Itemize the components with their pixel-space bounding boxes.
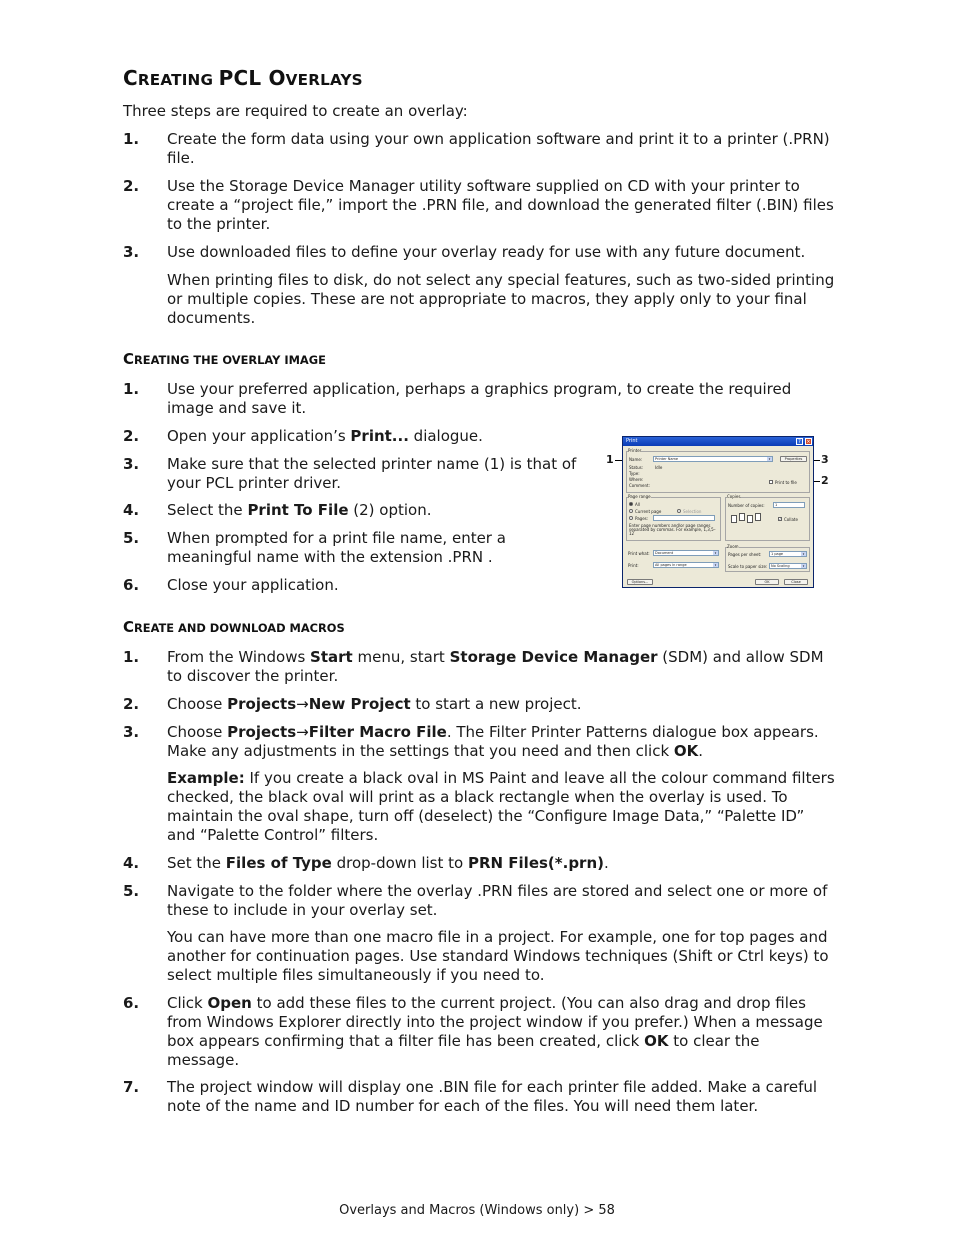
print-to-file-label: Print to file xyxy=(775,480,797,485)
collate-checkbox[interactable]: ✓ xyxy=(779,517,782,521)
range-selection-label: Selection xyxy=(683,509,702,514)
copies-page-icon xyxy=(731,515,737,523)
example-note: Example: If you create a black oval in MS Paint and leave all the colour command filters checked, the black oval will print as a black rectangle when the overlay is used. To maintain the oval shape, turn off (deselect) the “Configure Image Data,” “Palette ID” and “Palette Control” filters. xyxy=(167,769,835,844)
subsection-title: CREATE AND DOWNLOAD MACROS xyxy=(123,618,345,636)
callout-1: 1 xyxy=(606,453,614,466)
print-select[interactable]: All pages in range ▾ xyxy=(653,562,719,568)
chevron-down-icon: ▾ xyxy=(714,563,717,567)
status-label: Status: xyxy=(629,465,644,470)
callout-3: 3 xyxy=(821,453,829,466)
pages-per-sheet-select[interactable]: 1 page ▾ xyxy=(769,551,807,557)
range-selection-radio[interactable] xyxy=(677,509,681,513)
printer-name-select[interactable]: Printer Name ▾ xyxy=(653,456,773,462)
copies-label: Number of copies: xyxy=(728,503,765,508)
pages-input[interactable] xyxy=(653,515,715,521)
copies-page-icon xyxy=(755,513,761,521)
intro-text: Three steps are required to create an overlay: xyxy=(123,102,468,120)
help-icon[interactable]: ? xyxy=(796,438,803,445)
close-icon[interactable]: × xyxy=(806,439,811,445)
copies-stepper[interactable]: 1 xyxy=(773,502,805,508)
note-text: You can have more than one macro file in a project. For example, one for top pages and another for continuation pages. Use standard Windows techniques (Shift or Ctrl keys) to select multiple files simultaneously if you need to. xyxy=(167,928,829,984)
options-button[interactable]: Options... xyxy=(627,579,653,585)
chevron-down-icon: ▾ xyxy=(768,457,771,461)
range-all-label: All xyxy=(635,502,640,507)
range-hint: Enter page numbers and/or page ranges separated by commas. For example, 1,3,5–12 xyxy=(629,523,716,536)
print-what-select[interactable]: Document ▾ xyxy=(653,550,719,556)
scale-label: Scale to paper size: xyxy=(728,564,768,569)
section-title: CREATING PCL OVERLAYS xyxy=(123,66,363,90)
callout-2: 2 xyxy=(821,474,829,487)
scale-select[interactable]: No Scaling ▾ xyxy=(769,563,807,569)
range-pages-radio[interactable] xyxy=(629,516,633,520)
document-page: CREATING PCL OVERLAYS Three steps are required to create an overlay: 1. Create the form data using your own application software and print it to a printer (.PRN) file. 2. Use the Storage Device Manager utility software supplied on CD with your printer to create a “project file,” import the .PRN file, and download the generated filter (.BIN) files to the printer. 3. Use downloaded files to define your overlay ready for use with any future document. When printing files to disk, do not select any special features, such as two-sided printing or multiple copies. These are not appropriate to macros, they apply only to your final documents. CREATING THE OVERLAY IMAGE 1. Use your preferred application, perhaps a graphics program, to create the required image and save it. 2. Open your application’s Print... dialogue. 3. Make sure that the selected printer name (1) is that of your PCL printer driver. 4. Select the Print To File (2) option. 5. When prompted for a print file name, enter a meaningful name with the extension .PRN . 6. Close your application. 1 3 2 Print ? × Printer Name: Printer Name ▾ Properties Status: Idle Type: Where: Comment: Print to file Page range All Current page Selection Pages: Enter page numbers and/or page ranges separated by commas. For example, 1,3,5–12 Copies Number of copies: 1 ✓ Collate Print what: Document ▾ Print: All pages in range ▾ Zoom Pages per sheet: 1 page ▾ Scale to paper size: No Scaling ▾ Options... OK Close CREATE AND DOWNLOAD MACROS 1. From the Windows Start menu, start Storage Device Manager (SDM) and allow SDM to discover the printer. 2. Choose Projects→New Project to start a new project. 3. Choose Projects→Filter Macro File. The Filter Printer Patterns dialogue box appears. Make any adjustments in the settings that you need and then click OK. Example: If you create a black oval in MS Paint and leave all the colour command filters checked, the black oval will print as a black rectangle when the overlay is used. To maintain the oval shape, turn off (deselect) the “Configure Image Data,” “Palette ID” and “Palette Control” filters. 4. Set the Files of Type drop-down list to PRN Files(*.prn). 5. Navigate to the folder where the overlay .PRN files are stored and select one or more of these to include in your overlay set. You can have more than one macro file in a project. For example, one for top pages and another for continuation pages. Use standard Windows techniques (Shift or Ctrl keys) to select multiple files simultaneously if you need to. 6. Click Open to add these files to the current project. (You can also drag and drop files from Windows Explorer directly into the project window if you prefer.) When a message box appears confirming that a filter file has been created, click OK to clear the message. 7. The project window will display one .BIN file for each printer file added. Make a careful note of the name and ID number for each of the files. You will need them later. Overlays and Macros (Windows only) > 58 xyxy=(0,0,954,1235)
cancel-button[interactable]: Close xyxy=(784,579,808,585)
print-to-file-checkbox[interactable] xyxy=(769,480,773,484)
note-text: When printing files to disk, do not select any special features, such as two-sided printing or multiple copies. These are not appropriate to macros, they apply only to your final documents. xyxy=(167,271,835,327)
zoom-group-label: Zoom xyxy=(727,544,739,549)
copies-group-label: Copies xyxy=(727,494,741,499)
where-label: Where: xyxy=(629,477,644,482)
copies-page-icon xyxy=(747,515,753,523)
range-pages-label: Pages: xyxy=(635,516,649,521)
copies-page-icon xyxy=(739,513,745,521)
chevron-down-icon: ▾ xyxy=(802,552,805,556)
comment-label: Comment: xyxy=(629,483,650,488)
range-current-radio[interactable] xyxy=(629,509,633,513)
status-value: Idle xyxy=(655,465,663,470)
page-footer: Overlays and Macros (Windows only) > 58 xyxy=(339,1203,615,1218)
range-all-radio[interactable] xyxy=(629,502,633,506)
ok-button[interactable]: OK xyxy=(755,579,779,585)
range-current-label: Current page xyxy=(635,509,662,514)
dialog-title-bar: Print xyxy=(623,437,813,446)
type-label: Type: xyxy=(629,471,640,476)
print-what-label: Print what: xyxy=(628,551,650,556)
subsection-title: CREATING THE OVERLAY IMAGE xyxy=(123,350,326,368)
page-range-label: Page range xyxy=(628,494,651,499)
print-dialog-figure xyxy=(622,436,814,588)
chevron-down-icon: ▾ xyxy=(802,564,805,568)
printer-group-label: Printer xyxy=(628,448,642,453)
name-label: Name: xyxy=(629,457,643,462)
collate-label: Collate xyxy=(784,517,798,522)
print-label: Print: xyxy=(628,563,639,568)
chevron-down-icon: ▾ xyxy=(714,551,717,555)
properties-button[interactable]: Properties xyxy=(780,456,807,462)
pages-per-sheet-label: Pages per sheet: xyxy=(728,552,762,557)
